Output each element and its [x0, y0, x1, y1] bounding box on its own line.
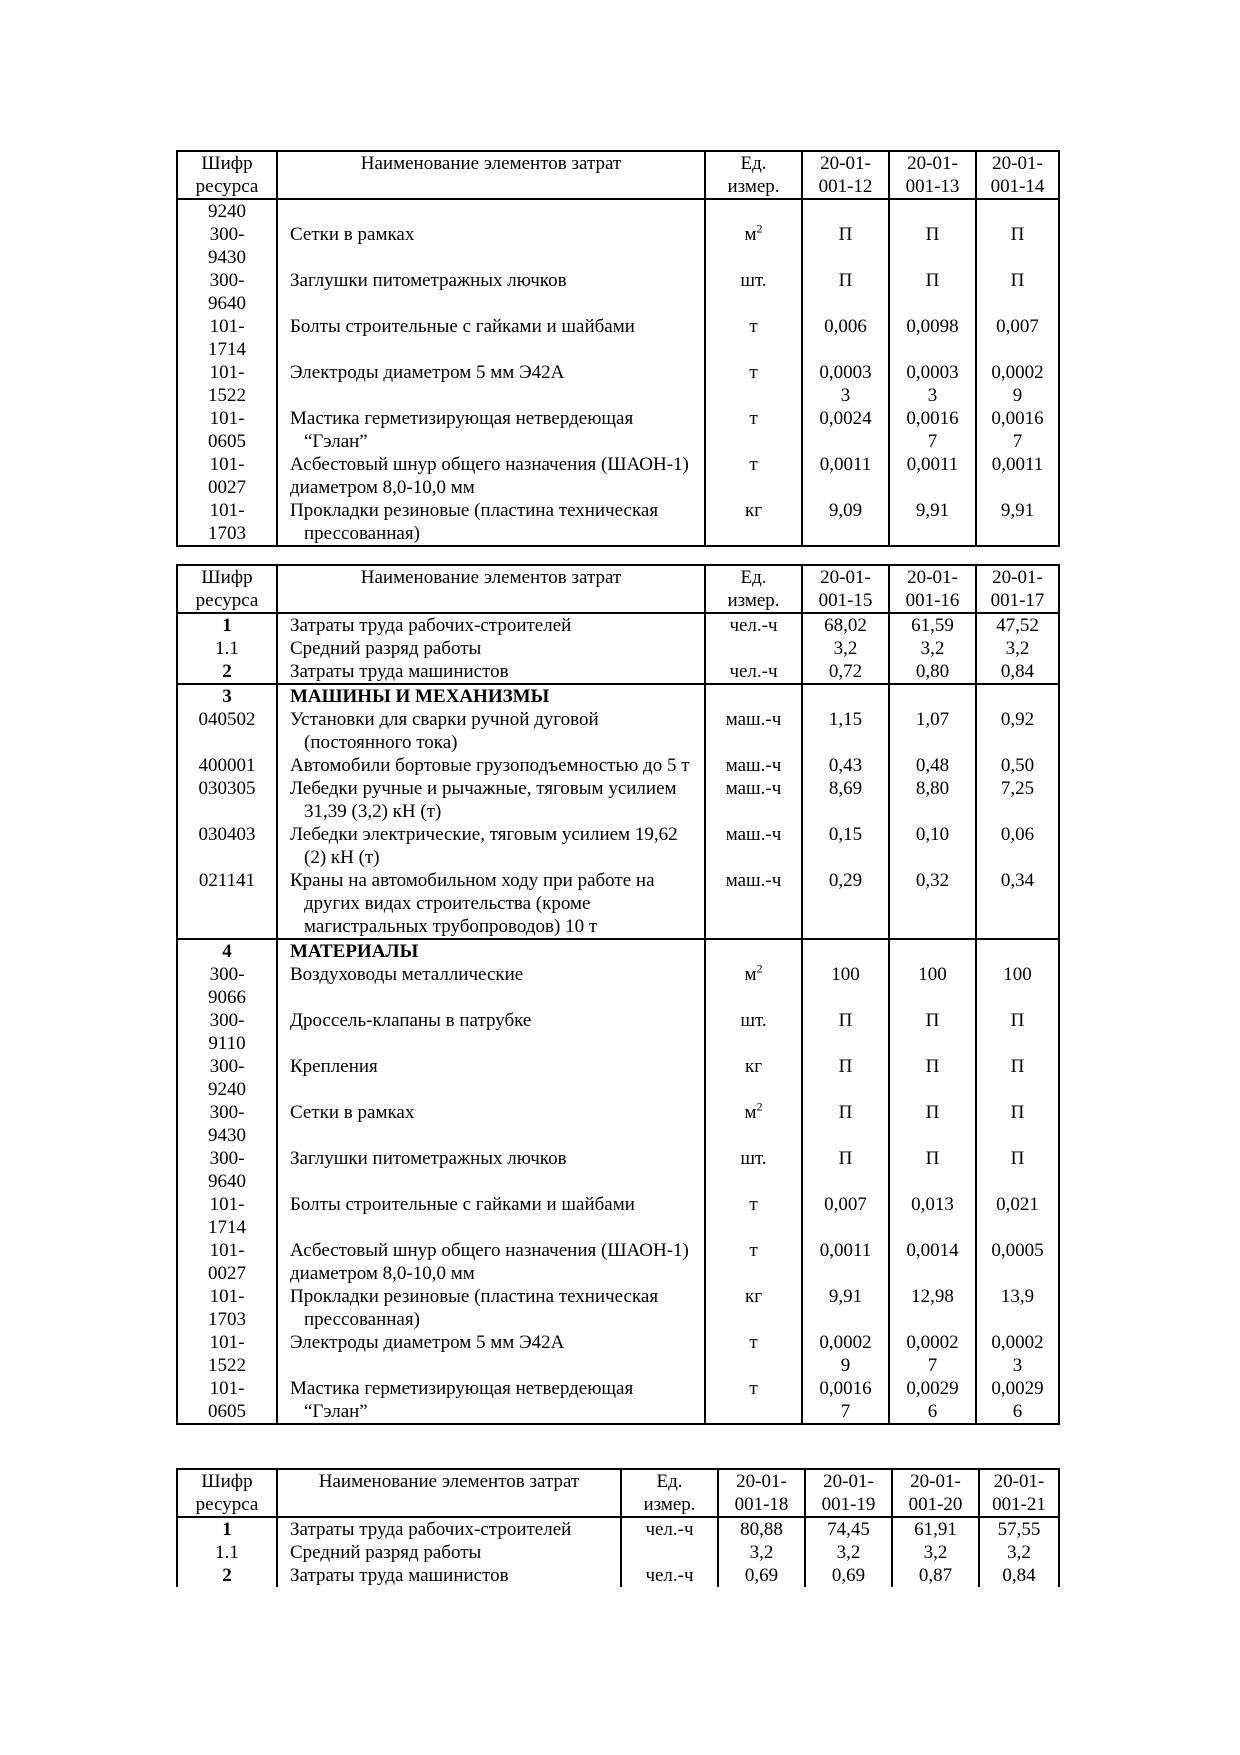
resource-code: 2 — [177, 660, 277, 684]
resource-name: Прокладки резиновые (пластина техническая прессованная) — [277, 499, 705, 546]
value: 0,006 — [802, 315, 889, 361]
unit: $м^2$ — [705, 1101, 802, 1147]
table-row — [177, 637, 1059, 660]
table-row — [177, 269, 1059, 315]
value: 0,69 — [718, 1564, 805, 1587]
value: 9,91 — [976, 499, 1059, 546]
col-header-name: Наименование элементов затрат — [277, 151, 705, 199]
value: П — [889, 1055, 976, 1101]
col-header-name: Наименование элементов затрат — [277, 565, 705, 613]
value: 57,55 — [979, 1517, 1059, 1541]
resource-table-2 — [176, 564, 1060, 1425]
value: 3,2 — [889, 637, 976, 660]
value: П — [802, 1147, 889, 1193]
value: П — [976, 1009, 1059, 1055]
unit: т — [705, 1193, 802, 1239]
value: П — [976, 1101, 1059, 1147]
value: 0,007 — [976, 315, 1059, 361]
resource-table-3 — [176, 1468, 1060, 1587]
value: 3,2 — [979, 1541, 1059, 1564]
unit: чел.-ч — [705, 613, 802, 637]
unit: т — [705, 1239, 802, 1285]
table-row — [177, 1009, 1059, 1055]
unit: т — [705, 361, 802, 407]
value: 0,0016 7 — [802, 1377, 889, 1424]
value: П — [802, 269, 889, 315]
value: П — [802, 1009, 889, 1055]
value: 12,98 — [889, 1285, 976, 1331]
unit: маш.-ч — [705, 754, 802, 777]
value: 0,84 — [976, 660, 1059, 684]
value: 61,59 — [889, 613, 976, 637]
value: 100 — [976, 963, 1059, 1009]
value: 0,0002 9 — [802, 1331, 889, 1377]
value: 0,0016 7 — [976, 407, 1059, 453]
table-row — [177, 1517, 1059, 1541]
value: 1,15 — [802, 708, 889, 754]
resource-code: 300- 9240 — [177, 1055, 277, 1101]
resource-code: 040502 — [177, 708, 277, 754]
value: 0,48 — [889, 754, 976, 777]
resource-name: Краны на автомобильном ходу при работе на других видах строительства (кроме магистральных трубопроводов) 10 т — [277, 869, 705, 939]
resource-name: Дроссель-клапаны в патрубке — [277, 1009, 705, 1055]
col-header-norm: 20-01- 001-16 — [889, 565, 976, 613]
resource-code: 9240 — [177, 199, 277, 223]
table-row — [177, 1564, 1059, 1587]
table-row — [177, 1541, 1059, 1564]
value: 9,91 — [802, 1285, 889, 1331]
col-header-code: Шифр ресурса — [177, 565, 277, 613]
table-header — [177, 151, 1059, 199]
value: 0,80 — [889, 660, 976, 684]
table-row — [177, 613, 1059, 637]
unit: кг — [705, 499, 802, 546]
col-header-norm: 20-01- 001-18 — [718, 1469, 805, 1517]
value: 100 — [802, 963, 889, 1009]
value: 0,0029 6 — [889, 1377, 976, 1424]
resource-name: Прокладки резиновые (пластина техническая прессованная) — [277, 1285, 705, 1331]
value: 0,92 — [976, 708, 1059, 754]
col-header-code: Шифр ресурса — [177, 151, 277, 199]
table-row — [177, 869, 1059, 939]
unit: т — [705, 1377, 802, 1424]
unit: маш.-ч — [705, 823, 802, 869]
resource-name: Затраты труда рабочих-строителей — [277, 613, 705, 637]
table-row — [177, 1285, 1059, 1331]
value: 0,0002 3 — [976, 1331, 1059, 1377]
unit: кг — [705, 1285, 802, 1331]
table-row — [177, 1055, 1059, 1101]
table-row — [177, 823, 1059, 869]
value: 0,87 — [892, 1564, 979, 1587]
table-row — [177, 315, 1059, 361]
value: 8,69 — [802, 777, 889, 823]
value: 74,45 — [805, 1517, 892, 1541]
value: 9,09 — [802, 499, 889, 546]
value: 3,2 — [976, 637, 1059, 660]
unit: маш.-ч — [705, 777, 802, 823]
value: 0,021 — [976, 1193, 1059, 1239]
col-header-name: Наименование элементов затрат — [277, 1469, 621, 1517]
unit: шт. — [705, 1147, 802, 1193]
table-row — [177, 1331, 1059, 1377]
section-code: 3 — [177, 684, 277, 708]
value: П — [802, 1101, 889, 1147]
unit: т — [705, 1331, 802, 1377]
value: 0,69 — [805, 1564, 892, 1587]
resource-name: Затраты труда машинистов — [277, 1564, 621, 1587]
value: 1,07 — [889, 708, 976, 754]
unit: т — [705, 315, 802, 361]
col-header-norm: 20-01- 001-14 — [976, 151, 1059, 199]
value: 0,0005 — [976, 1239, 1059, 1285]
value: 0,0011 — [889, 453, 976, 499]
unit: маш.-ч — [705, 708, 802, 754]
table-row — [177, 453, 1059, 499]
resource-name: Заглушки питометражных лючков — [277, 1147, 705, 1193]
value: 0,0029 6 — [976, 1377, 1059, 1424]
value: 0,32 — [889, 869, 976, 939]
resource-code: 300- 9640 — [177, 269, 277, 315]
unit: чел.-ч — [621, 1564, 718, 1587]
value: 8,80 — [889, 777, 976, 823]
resource-code: 1 — [177, 613, 277, 637]
table-row — [177, 777, 1059, 823]
value: 9,91 — [889, 499, 976, 546]
value: П — [976, 223, 1059, 269]
resource-name: Воздуховоды металлические — [277, 963, 705, 1009]
value: П — [889, 269, 976, 315]
resource-code: 300- 9430 — [177, 1101, 277, 1147]
value: 0,29 — [802, 869, 889, 939]
resource-name: Сетки в рамках — [277, 1101, 705, 1147]
col-header-code: Шифр ресурса — [177, 1469, 277, 1517]
col-header-unit: Ед. измер. — [621, 1469, 718, 1517]
resource-code: 101- 0027 — [177, 1239, 277, 1285]
resource-code: 101- 1703 — [177, 1285, 277, 1331]
value: 0,06 — [976, 823, 1059, 869]
resource-name: Затраты труда рабочих-строителей — [277, 1517, 621, 1541]
table-row — [177, 407, 1059, 453]
resource-name: Мастика герметизирующая нетвердеющая “Гэлан” — [277, 407, 705, 453]
unit: маш.-ч — [705, 869, 802, 939]
value: 0,15 — [802, 823, 889, 869]
value: 0,007 — [802, 1193, 889, 1239]
resource-name — [277, 199, 705, 223]
value: П — [976, 1055, 1059, 1101]
value: 0,0002 7 — [889, 1331, 976, 1377]
value: 0,0003 3 — [802, 361, 889, 407]
resource-code: 101- 1714 — [177, 1193, 277, 1239]
value: П — [976, 269, 1059, 315]
value: 0,50 — [976, 754, 1059, 777]
value: 0,10 — [889, 823, 976, 869]
unit: кг — [705, 1055, 802, 1101]
table-row — [177, 1239, 1059, 1285]
resource-name: Асбестовый шнур общего назначения (ШАОН-1) диаметром 8,0-10,0 мм — [277, 453, 705, 499]
value: 0,84 — [979, 1564, 1059, 1587]
unit: $м^2$ — [705, 223, 802, 269]
table-header — [177, 1469, 1059, 1517]
value: 0,0011 — [976, 453, 1059, 499]
col-header-norm: 20-01- 001-21 — [979, 1469, 1059, 1517]
table-header — [177, 565, 1059, 613]
value: 47,52 — [976, 613, 1059, 637]
resource-name: Установки для сварки ручной дуговой (постоянного тока) — [277, 708, 705, 754]
value: 61,91 — [892, 1517, 979, 1541]
value: 0,013 — [889, 1193, 976, 1239]
resource-code: 030305 — [177, 777, 277, 823]
resource-code: 030403 — [177, 823, 277, 869]
unit: $м^2$ — [705, 963, 802, 1009]
value: 0,0011 — [802, 453, 889, 499]
value: 0,0098 — [889, 315, 976, 361]
table-row — [177, 499, 1059, 546]
resource-name: Средний разряд работы — [277, 1541, 621, 1564]
section-title: МАШИНЫ И МЕХАНИЗМЫ — [277, 684, 705, 708]
resource-name: Затраты труда машинистов — [277, 660, 705, 684]
resource-code: 101- 0605 — [177, 407, 277, 453]
resource-code: 1.1 — [177, 637, 277, 660]
table-row — [177, 223, 1059, 269]
table-row — [177, 199, 1059, 223]
value: 0,0014 — [889, 1239, 976, 1285]
resource-code: 101- 1522 — [177, 1331, 277, 1377]
resource-name: Электроды диаметром 5 мм Э42А — [277, 1331, 705, 1377]
value: 0,0002 9 — [976, 361, 1059, 407]
value: 7,25 — [976, 777, 1059, 823]
resource-code: 101- 1522 — [177, 361, 277, 407]
value: 0,0016 7 — [889, 407, 976, 453]
col-header-norm: 20-01- 001-19 — [805, 1469, 892, 1517]
resource-table-1 — [176, 150, 1060, 547]
col-header-unit: Ед. измер. — [705, 565, 802, 613]
table-row — [177, 660, 1059, 684]
value: П — [889, 223, 976, 269]
value: 0,0003 3 — [889, 361, 976, 407]
value: П — [802, 223, 889, 269]
section-title: МАТЕРИАЛЫ — [277, 939, 705, 963]
resource-name: Болты строительные с гайками и шайбами — [277, 1193, 705, 1239]
value: 68,02 — [802, 613, 889, 637]
resource-name: Болты строительные с гайками и шайбами — [277, 315, 705, 361]
resource-code: 021141 — [177, 869, 277, 939]
value: П — [976, 1147, 1059, 1193]
unit: шт. — [705, 1009, 802, 1055]
resource-name: Электроды диаметром 5 мм Э42А — [277, 361, 705, 407]
value: 13,9 — [976, 1285, 1059, 1331]
table-row — [177, 1193, 1059, 1239]
unit: чел.-ч — [621, 1517, 718, 1541]
table-row — [177, 754, 1059, 777]
resource-code: 400001 — [177, 754, 277, 777]
table-row — [177, 361, 1059, 407]
resource-code: 101- 0027 — [177, 453, 277, 499]
value: П — [889, 1147, 976, 1193]
value: П — [889, 1009, 976, 1055]
resource-code: 300- 9640 — [177, 1147, 277, 1193]
resource-code: 101- 1703 — [177, 499, 277, 546]
section-row — [177, 684, 1059, 708]
table-row — [177, 963, 1059, 1009]
unit: шт. — [705, 269, 802, 315]
value: 0,43 — [802, 754, 889, 777]
value: 0,34 — [976, 869, 1059, 939]
value: 0,0024 — [802, 407, 889, 453]
resource-name: Асбестовый шнур общего назначения (ШАОН-1) диаметром 8,0-10,0 мм — [277, 1239, 705, 1285]
value: П — [889, 1101, 976, 1147]
resource-code: 300- 9110 — [177, 1009, 277, 1055]
value: 3,2 — [718, 1541, 805, 1564]
resource-code: 2 — [177, 1564, 277, 1587]
resource-code: 101- 0605 — [177, 1377, 277, 1424]
resource-name: Лебедки электрические, тяговым усилием 19,62 (2) кН (т) — [277, 823, 705, 869]
unit: чел.-ч — [705, 660, 802, 684]
value: П — [802, 1055, 889, 1101]
value: 100 — [889, 963, 976, 1009]
section-row — [177, 939, 1059, 963]
resource-code: 1 — [177, 1517, 277, 1541]
resource-code: 1.1 — [177, 1541, 277, 1564]
value: 0,0011 — [802, 1239, 889, 1285]
resource-name: Сетки в рамках — [277, 223, 705, 269]
value: 80,88 — [718, 1517, 805, 1541]
col-header-norm: 20-01- 001-20 — [892, 1469, 979, 1517]
col-header-unit: Ед. измер. — [705, 151, 802, 199]
table-row — [177, 1377, 1059, 1424]
table-row — [177, 1101, 1059, 1147]
resource-name: Лебедки ручные и рычажные, тяговым усилием 31,39 (3,2) кН (т) — [277, 777, 705, 823]
resource-code: 101- 1714 — [177, 315, 277, 361]
table-row — [177, 1147, 1059, 1193]
table-row — [177, 708, 1059, 754]
value: 3,2 — [892, 1541, 979, 1564]
resource-code: 300- 9066 — [177, 963, 277, 1009]
unit: т — [705, 407, 802, 453]
value: 3,2 — [805, 1541, 892, 1564]
value: 3,2 — [802, 637, 889, 660]
section-code: 4 — [177, 939, 277, 963]
resource-name: Заглушки питометражных лючков — [277, 269, 705, 315]
col-header-norm: 20-01- 001-13 — [889, 151, 976, 199]
col-header-norm: 20-01- 001-17 — [976, 565, 1059, 613]
resource-name: Средний разряд работы — [277, 637, 705, 660]
resource-code: 300- 9430 — [177, 223, 277, 269]
value: 0,72 — [802, 660, 889, 684]
col-header-norm: 20-01- 001-12 — [802, 151, 889, 199]
col-header-norm: 20-01- 001-15 — [802, 565, 889, 613]
resource-name: Автомобили бортовые грузоподъемностью до 5 т — [277, 754, 705, 777]
resource-name: Мастика герметизирующая нетвердеющая “Гэлан” — [277, 1377, 705, 1424]
unit: т — [705, 453, 802, 499]
resource-name: Крепления — [277, 1055, 705, 1101]
